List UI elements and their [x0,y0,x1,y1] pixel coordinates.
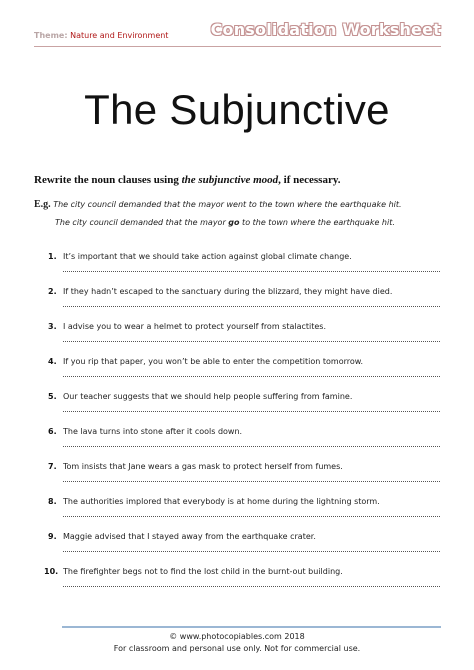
page-title: The Subjunctive [84,86,390,133]
answer-line[interactable] [63,411,440,412]
item-sentence: Our teacher suggests that we should help people suffering from famine. [63,392,353,401]
exercise-item [0,390,474,424]
item-sentence: The firefighter begs not to find the lost child in the burnt-out building. [63,567,343,576]
item-sentence: The authorities implored that everybody is at home during the lightning storm. [63,497,380,506]
example-sentence: The city council demanded that the mayor went to the town where the earthquake hit. [53,200,402,209]
instructions [34,174,340,186]
item-sentence: If they hadn’t escaped to the sanctuary during the blizzard, they might have died. [63,287,393,296]
item-number: 2. [48,287,57,296]
item-sentence: I advise you to wear a helmet to protect yourself from stalactites. [63,322,327,331]
item-number: 9. [48,532,57,541]
example-answer-verb: go [228,218,240,227]
item-number: 1. [48,252,57,261]
item-number: 7. [48,462,57,471]
exercise-item [0,320,474,354]
item-number: 10. [44,567,59,576]
answer-line[interactable] [63,341,440,342]
example-answer-start: The city council demanded that the mayor [55,218,229,227]
exercise-item [0,530,474,564]
answer-line[interactable] [63,446,440,447]
item-number: 6. [48,427,57,436]
item-sentence: The lava turns into stone after it cools down. [63,427,243,436]
item-sentence: It’s important that we should take action against global climate change. [63,252,352,261]
theme-value: Nature and Environment [70,31,169,40]
answer-line[interactable] [63,551,440,552]
theme-label: Theme: [34,31,68,40]
item-sentence: If you rip that paper, you won’t be able to enter the competition tomorrow. [63,357,364,366]
exercise-item [0,250,474,284]
example-answer [55,218,395,227]
example-answer-end: to the town where the earthquake hit. [239,218,395,227]
footer-divider [62,626,441,628]
answer-line[interactable] [63,376,440,377]
item-sentence: Maggie advised that I stayed away from the earthquake crater. [63,532,316,541]
item-sentence: Tom insists that Jane wears a gas mask to protect herself from fumes. [63,462,343,471]
footer-usage-note: For classroom and personal use only. Not for commercial use. [113,644,361,653]
header-divider [34,46,441,47]
example-label: E.g. [34,199,51,210]
footer-copyright: © www.photocopiables.com 2018 [169,632,305,641]
answer-line[interactable] [63,586,440,587]
answer-line[interactable] [63,481,440,482]
exercise-item [0,285,474,319]
exercise-item [0,355,474,389]
exercise-item [0,460,474,494]
worksheet-title: Consolidation Worksheet [210,20,441,39]
exercise-item [0,425,474,459]
item-number: 8. [48,497,57,506]
item-number: 5. [48,392,57,401]
footer [0,631,474,655]
answer-line[interactable] [63,306,440,307]
exercise-item [0,565,474,599]
item-number: 3. [48,322,57,331]
exercise-item [0,495,474,529]
instructions-end: , if necessary. [278,174,341,186]
item-number: 4. [48,357,57,366]
theme-line [34,31,168,40]
example-line [34,199,402,210]
answer-line[interactable] [63,516,440,517]
answer-line[interactable] [63,271,440,272]
instructions-emphasis: the subjunctive mood [181,174,279,186]
instructions-text: Rewrite the noun clauses using [34,174,182,186]
